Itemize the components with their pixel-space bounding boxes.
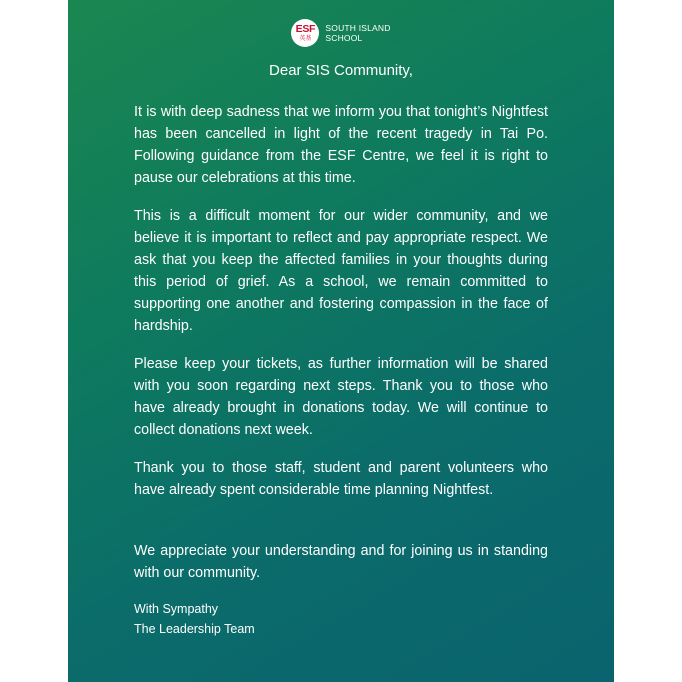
school-name-line-2: SCHOOL — [325, 33, 363, 43]
school-name-line-1: SOUTH ISLAND — [325, 23, 391, 33]
paragraph-appreciation: We appreciate your understanding and for joining us in standing with our community. — [134, 543, 548, 581]
school-name — [325, 23, 390, 43]
paragraph-volunteers: Thank you to those staff, student and parent volunteers who have already spent considerable time planning Nightfest. — [134, 460, 548, 498]
closing: With Sympathy — [134, 602, 219, 616]
signatory: The Leadership Team — [134, 622, 255, 636]
paragraph-reflection: This is a difficult moment for our wider community, and we believe it is important to reflect and pay appropriate respect. We ask that you keep the affected families in your thoughts during this period of grief. As a school, we remain committed to supporting one another and fostering compassion in the face of hardship. — [134, 208, 548, 334]
school-logo — [68, 18, 614, 48]
paragraph-cancellation: It is with deep sadness that we inform you that tonight’s Nightfest has been cancelled in light of the recent tragedy in Tai Po. Following guidance from the ESF Centre, we feel it is right to pause our celebrations at this time. — [134, 104, 548, 186]
esf-logo-text: ESF — [295, 23, 316, 36]
esf-logo-chinese-text: 英基 — [299, 34, 312, 42]
salutation: Dear SIS Community, — [269, 62, 413, 79]
esf-logo-badge — [291, 19, 319, 47]
paragraph-tickets: Please keep your tickets, as further information will be shared with you soon regarding next steps. Thank you to those who have already brought in donations today. We will continue to collect donations next week. — [134, 356, 548, 438]
letter-page — [68, 0, 614, 682]
